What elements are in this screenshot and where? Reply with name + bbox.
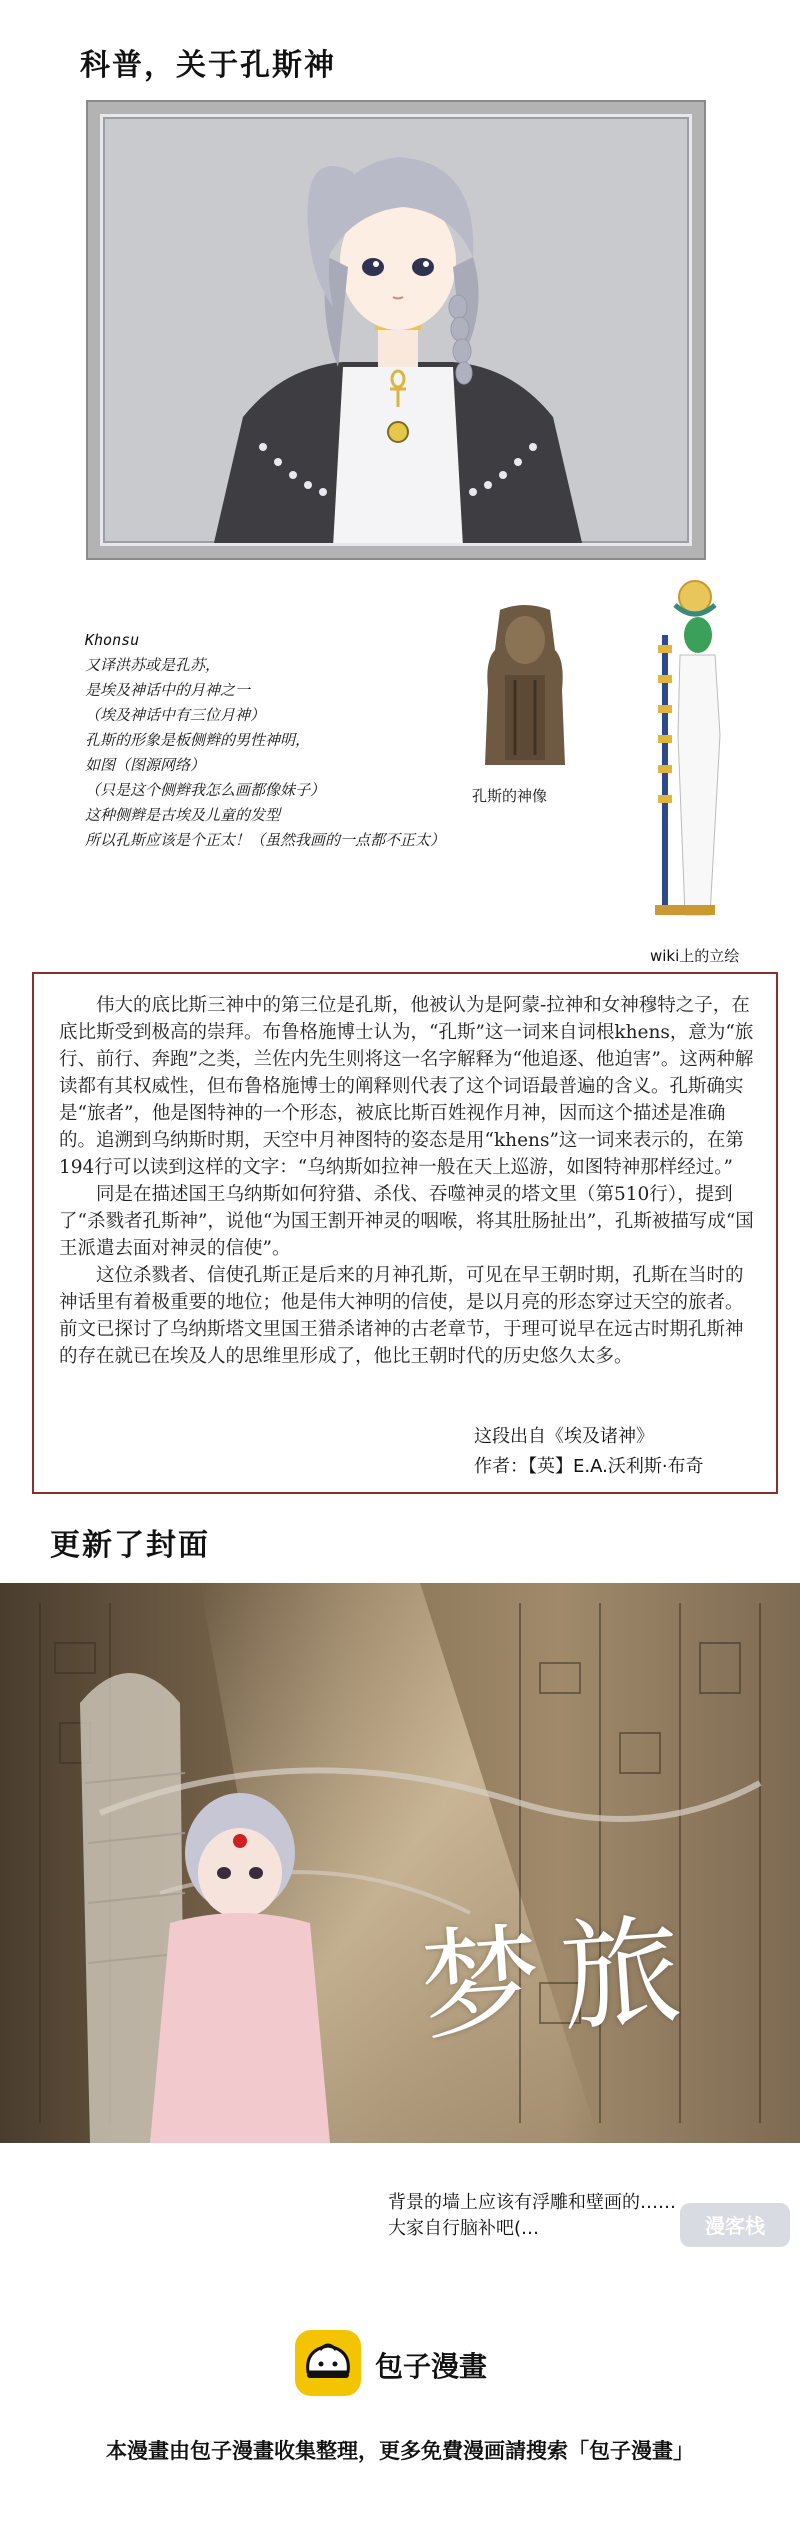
handwritten-notes <box>85 628 465 853</box>
watermark-text: 漫客栈 <box>705 2214 765 2238</box>
khonsu-portrait <box>100 114 692 546</box>
quote-paragraph: 这位杀戮者、信使孔斯正是后来的月神孔斯，可见在早王朝时期，孔斯在当时的神话里有着极重要的地位；他是伟大神明的信使，是以月亮的形态穿过天空的旅者。前文已探讨了乌纳斯塔文里国王猎杀诸神的古老章节，于理可说早在远古时期孔斯神的存在就已在埃及人的思维里形成了，他比王朝时代的历史悠久太多。 <box>59 1265 744 1367</box>
logo-text: 包子漫畫 <box>375 2350 488 2383</box>
source-book: 这段出自《埃及诸神》 <box>474 1426 654 1447</box>
cover-illustration <box>0 1583 800 2143</box>
quote-paragraph: 伟大的底比斯三神中的第三位是孔斯，他被认为是阿蒙-拉神和女神穆特之子，在底比斯受到极高的崇拜。布鲁格施博士认为，“孔斯”这一词来自词根khens，意为“旅行、前行、奔跑”之类，兰佐内先生则将这一名字解释为“他追逐、他迫害”。这两种解读都有其权威性，但布鲁格施博士的阐释则代表了这个词语最普遍的含义。孔斯确实是“旅者”，他是图特神的一个形态，被底比斯百姓视作月神，因而这个描述是准确的。追溯到乌纳斯时期，天空中月神图特的姿态是用“khens”这一词来表示的，在第194行可以读到这样的文字：“乌纳斯如拉神一般在天上巡游，如图特神那样经过。” <box>59 995 754 1178</box>
statue-image <box>470 600 580 770</box>
quote-paragraph: 同是在描述国王乌纳斯如何狩猎、杀伐、吞噬神灵的塔文里（第510行），提到了“杀戮者孔斯神”，说他“为国王割开神灵的咽喉，将其肚肠扯出”，孔斯被描写成“国王派遣去面对神灵的信使”。 <box>59 1184 754 1259</box>
section-title: 更新了封面 <box>50 1528 210 1563</box>
wiki-figure-image <box>640 575 735 940</box>
note-line: 所以孔斯应该是个正太！（虽然我画的一点都不正太） <box>85 831 446 849</box>
statue-caption: 孔斯的神像 <box>472 787 548 805</box>
note-line: 是埃及神话中的月神之一 <box>85 681 251 699</box>
note-line: Khonsu <box>85 631 140 649</box>
note-line: 这种侧辫是古埃及儿童的发型 <box>85 806 281 824</box>
footer-note: 本漫畫由包子漫畫收集整理，更多免費漫画請搜索「包子漫畫」 <box>106 2439 694 2463</box>
cover-note-line: 背景的墙上应该有浮雕和壁画的…… <box>388 2192 676 2213</box>
wiki-caption: wiki上的立绘 <box>650 947 740 965</box>
baozi-logo-icon <box>295 2330 361 2396</box>
cover-title: 梦旅 <box>416 1900 706 2059</box>
watermark-logo <box>680 2195 790 2255</box>
cover-note <box>388 2190 676 2242</box>
quote-text <box>59 992 759 1370</box>
note-line: 孔斯的形象是板侧辫的男性神明， <box>85 731 311 749</box>
source-author: 作者：【英】E.A.沃利斯·布奇 <box>474 1456 704 1477</box>
cover-note-line: 大家自行脑补吧(… <box>388 2218 540 2239</box>
baozi-icon <box>295 2330 361 2396</box>
note-line: 如图（图源网络） <box>85 756 206 774</box>
portrait-frame <box>86 100 706 560</box>
note-line: （埃及神话中有三位月神） <box>85 706 266 724</box>
quote-source <box>474 1422 704 1482</box>
note-line: 又译洪苏或是孔苏， <box>85 656 221 674</box>
section-title: 科普，关于孔斯神 <box>80 48 336 83</box>
cover-image <box>0 1583 800 2143</box>
quote-box <box>32 972 778 1494</box>
note-line: （只是这个侧辫我怎么画都像妹子） <box>85 781 326 799</box>
portrait-illustration <box>103 117 692 546</box>
